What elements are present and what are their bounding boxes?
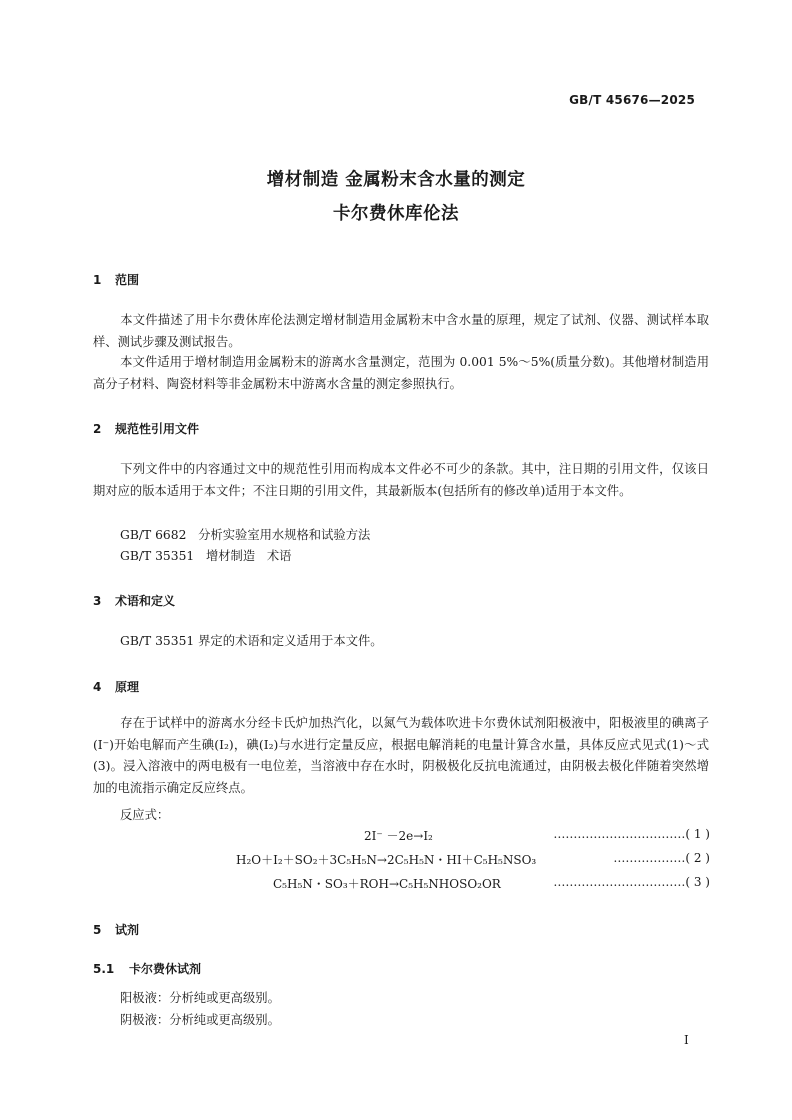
- subsection-title: 卡尔费休试剂: [129, 962, 202, 976]
- section-5-1-heading: [93, 960, 201, 977]
- section-4-paragraph-1: 存在于试样中的游离水分经卡氏炉加热汽化，以氮气为载体吹进卡尔费休试剂阳极液中，阳极液里的碘离子(I⁻)开始电解而产生碘(I₂)，碘(I₂)与水进行定量反应，根据电解消耗的电量计算含水量，具体反应式见式(1)～式(3)。浸入溶液中的两电极有一电位差，当溶液中存在水时，阴极极化反抗电流通过，由阴极去极化伴随着突然增加的电流指示确定反应终点。: [93, 716, 709, 795]
- document-title-line1: 增材制造 金属粉末含水量的测定: [266, 170, 526, 190]
- section-2-heading: [93, 420, 199, 437]
- reagent-catholyte: 阴极液：分析纯或更高级别。: [120, 1013, 280, 1027]
- equation-1-number: [540, 827, 710, 841]
- reagent-anolyte: 阳极液：分析纯或更高级别。: [120, 991, 280, 1005]
- section-3-paragraph-1: GB/T 35351 界定的术语和定义适用于本文件。: [120, 634, 383, 648]
- section-title: 原理: [115, 680, 140, 694]
- document-title-line2: 卡尔费休库伦法: [333, 204, 459, 224]
- leader-dots: ………………: [613, 851, 686, 865]
- section-4-heading: [93, 678, 139, 695]
- section-3-heading: [93, 592, 175, 609]
- section-number: 4: [93, 680, 102, 694]
- section-number: 1: [93, 273, 102, 287]
- equation-3-number: [540, 875, 710, 889]
- section-title: 范围: [115, 273, 140, 287]
- section-5-heading: [93, 921, 139, 938]
- section-1-paragraph-2: 本文件适用于增材制造用金属粉末的游离水含量测定，范围为 0.001 5%～5%(质量分数)。其他增材制造用高分子材料、陶瓷材料等非金属粉末中游离水含量的测定参照执行。: [93, 355, 709, 391]
- subsection-number: 5.1: [93, 962, 115, 976]
- section-1-heading: [93, 271, 139, 288]
- section-2-paragraph-1: 下列文件中的内容通过文中的规范性引用而构成本文件必不可少的条款。其中，注日期的引用文件，仅该日期对应的版本适用于本文件；不注日期的引用文件，其最新版本(包括所有的修改单)适用于本文件。: [93, 462, 709, 498]
- equation-number: ( 3 ): [685, 875, 710, 889]
- equation-number: ( 2 ): [685, 851, 710, 865]
- reaction-label: 反应式：: [120, 808, 170, 822]
- leader-dots: ……………………………: [553, 827, 686, 841]
- page-number: I: [684, 1033, 689, 1047]
- standard-number: GB/T 45676—2025: [569, 93, 695, 107]
- section-number: 3: [93, 594, 102, 608]
- section-title: 试剂: [115, 923, 140, 937]
- leader-dots: ……………………………: [553, 875, 686, 889]
- section-1-paragraph-1: 本文件描述了用卡尔费休库伦法测定增材制造用金属粉末中含水量的原理，规定了试剂、仪器、测试样本取样、测试步骤及测试报告。: [93, 313, 709, 349]
- equation-2-formula: H₂O＋I₂＋SO₂＋3C₅H₅N→2C₅H₅N・HI＋C₅H₅NSO₃: [236, 853, 537, 867]
- normative-reference-1: GB/T 6682 分析实验室用水规格和试验方法: [120, 528, 371, 542]
- section-number: 5: [93, 923, 102, 937]
- equation-1-formula: 2I⁻ －2e→I₂: [364, 829, 433, 843]
- equation-3-formula: C₅H₅N・SO₃＋ROH→C₅H₅NHOSO₂OR: [273, 877, 501, 891]
- equation-2-number: [540, 851, 710, 865]
- section-number: 2: [93, 422, 102, 436]
- section-title: 术语和定义: [115, 594, 176, 608]
- normative-reference-2: GB/T 35351 增材制造 术语: [120, 549, 292, 563]
- equation-number: ( 1 ): [685, 827, 710, 841]
- section-title: 规范性引用文件: [115, 422, 200, 436]
